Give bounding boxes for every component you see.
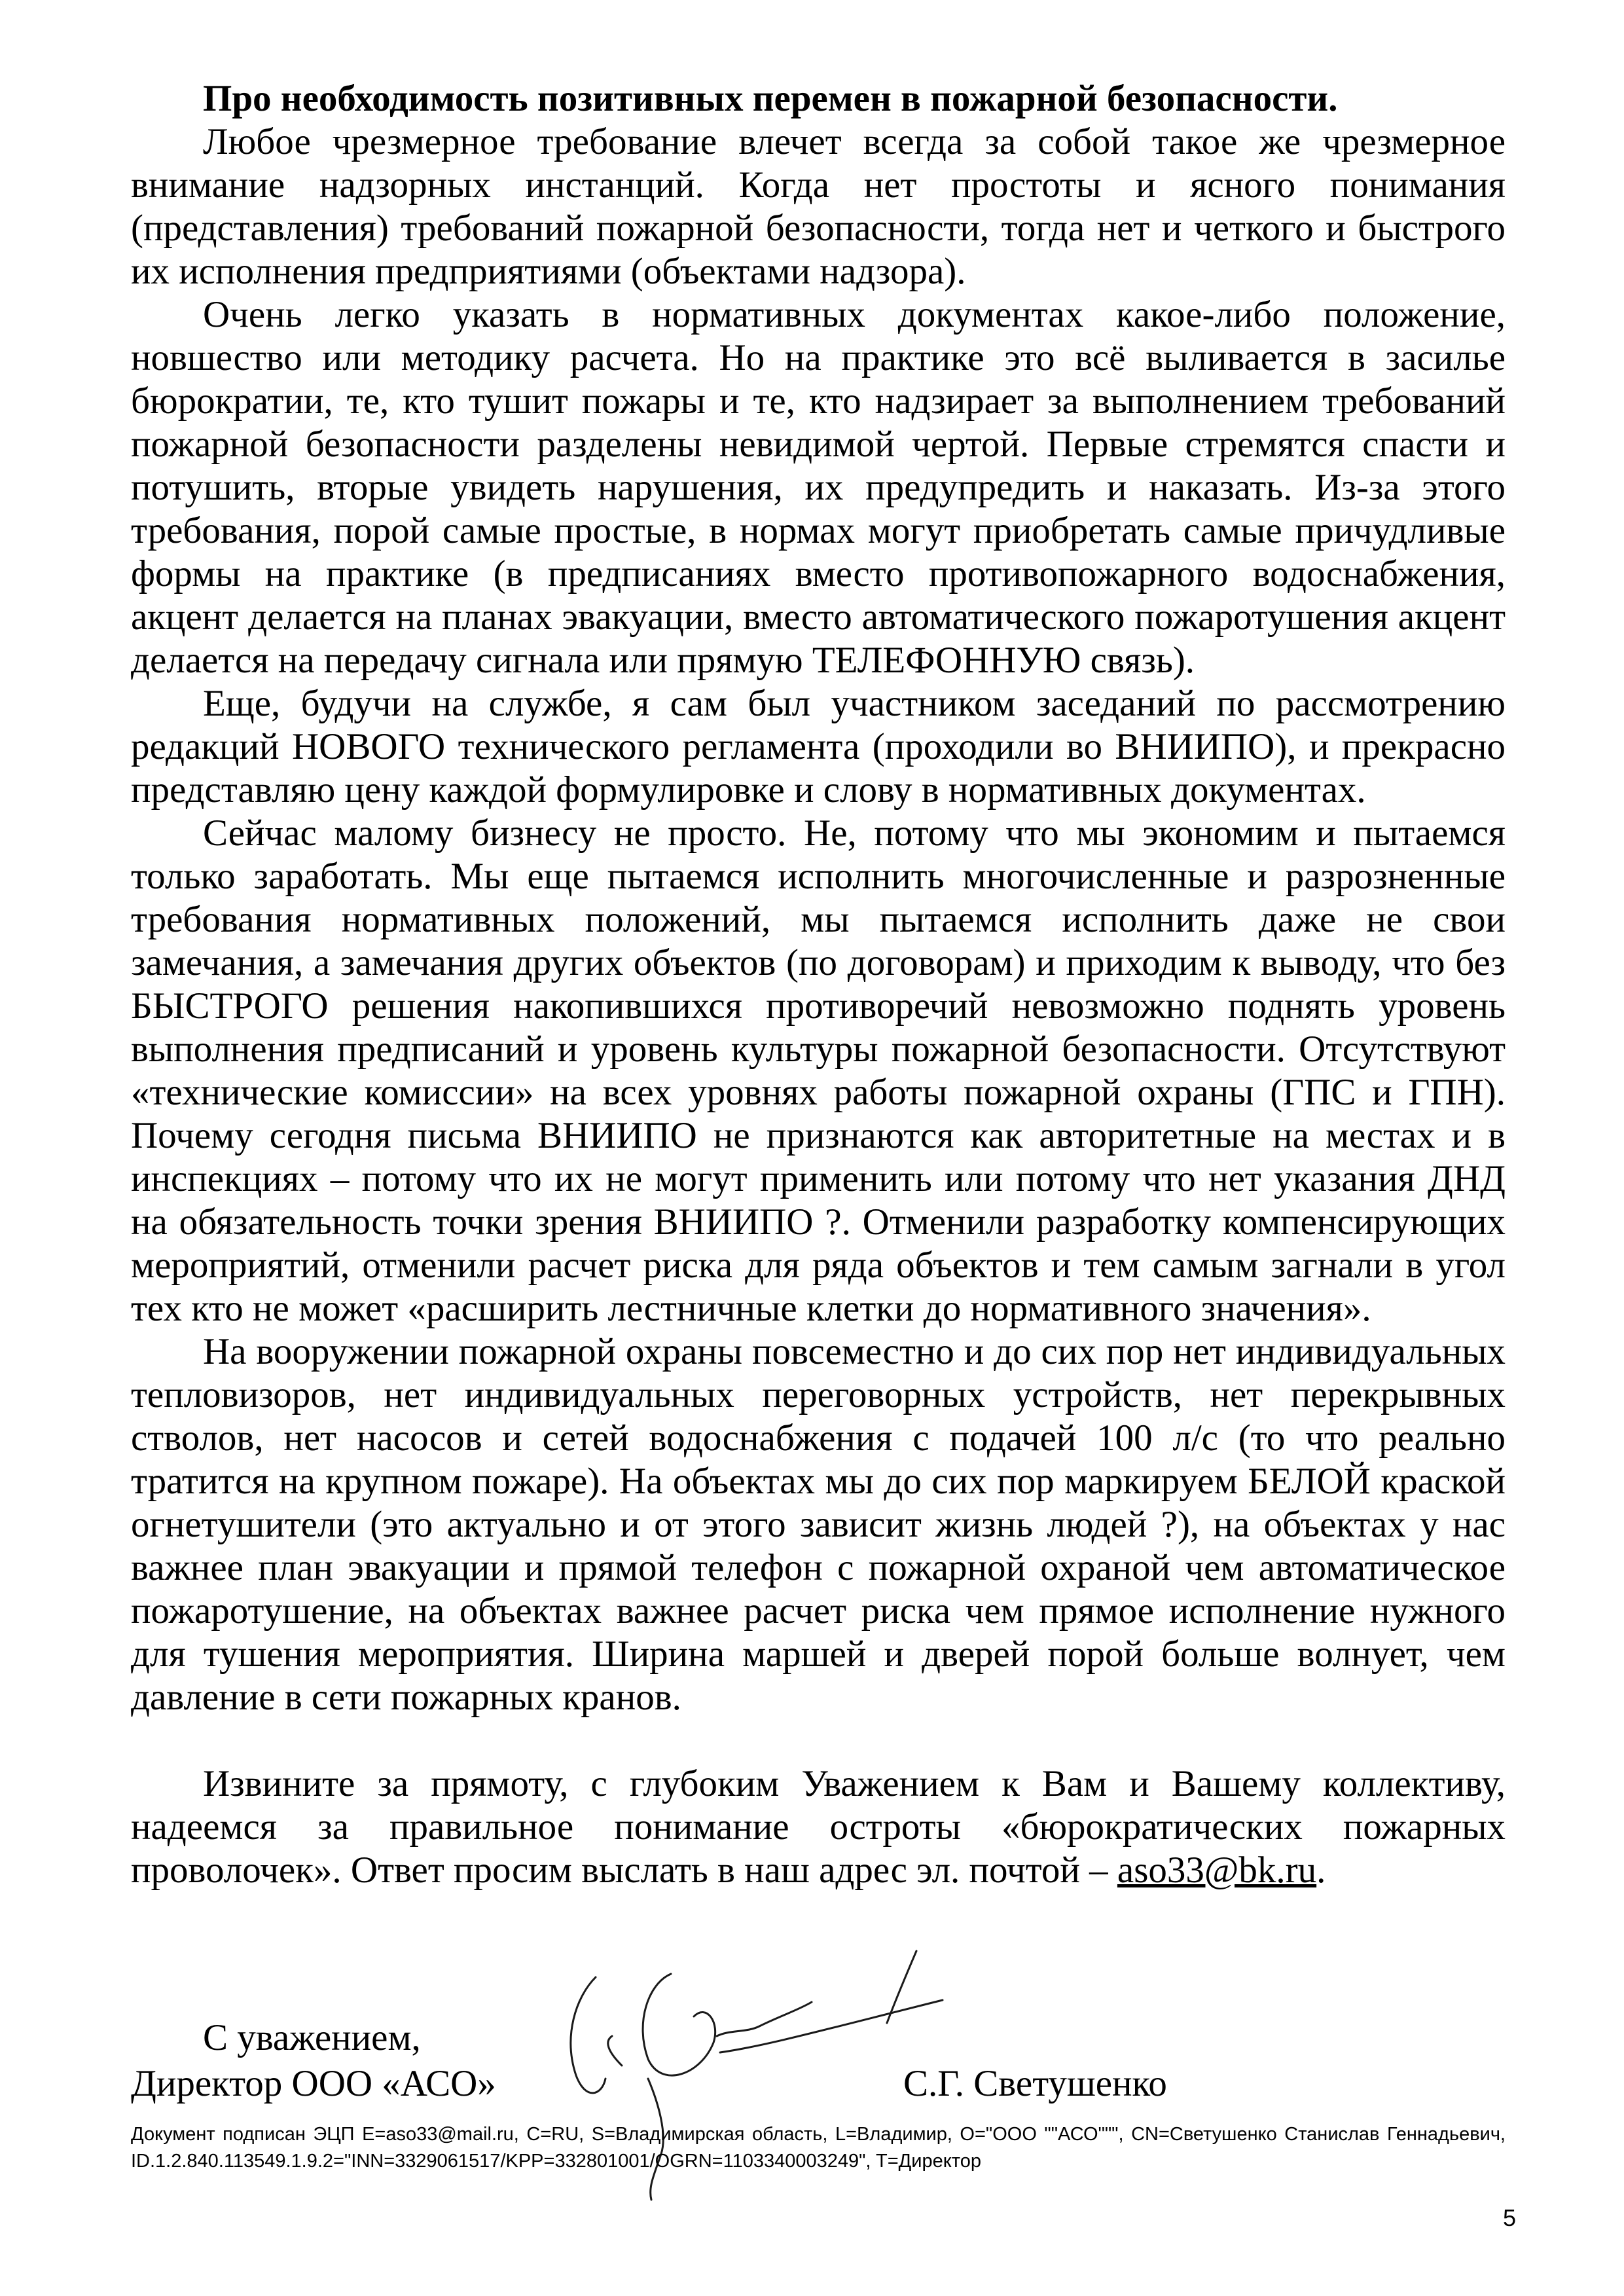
closing-end: . [1316,1850,1326,1891]
digital-signature-stamp: Документ подписан ЭЦП E=aso33@mail.ru, C=RU, S=Владимирская область, L=Владимир, O="ООО ""АСО""", CN=Светушенко Станислав Геннадьевич, ID.1.2.840.113549.1.9.2="INN=3329061517/KPP=332801001/OGRN=1103340003249", T=Директор [131,2124,1506,2172]
letter-body [131,77,1506,1892]
page-number: 5 [1503,2204,1517,2231]
paragraph-2: Очень легко указать в нормативных документах какое-либо положение, новшество или методику расчета. Но на практике это всё выливается в засилье бюрократии, те, кто тушит пожары и те, кто надзирает за выполнением требований пожарной безопасности разделены невидимой чертой. Первые стремятся спасти и потушить, вторые увидеть нарушения, их предупредить и наказать. Из-за этого требования, порой самые простые, в нормах могут приобретать самые причудливые формы на практике (в предписаниях вместо противопожарного водоснабжения, акцент делается на планах эвакуации, вместо автоматического пожаротушения акцент делается на передачу сигнала или прямую ТЕЛЕФОННУЮ связь). [131,294,1506,681]
paragraph-3: Еще, будучи на службе, я сам был участником заседаний по рассмотрению редакций НОВОГО технического регламента (проходили во ВНИИПО), и прекрасно представляю цену каждой формулировке и слову в нормативных документах. [131,683,1506,811]
signer-name: С.Г. Светушенко [903,2063,1167,2104]
letter-title: Про необходимость позитивных перемен в пожарной безопасности. [203,78,1338,119]
closing-text: Извините за прямоту, с глубоким Уважением к Вам и Вашему коллективу, надеемся за правильное понимание остроты «бюрократических пожарных проволочек». Ответ просим выслать в наш адрес эл. почтой – [131,1763,1506,1891]
paragraph-1: Любое чрезмерное требование влечет всегда за собой такое же чрезмерное внимание надзорных инстанций. Когда нет простоты и ясного понимания (представления) требований пожарной безопасности, тогда нет и четкого и быстрого их исполнения предприятиями (объектами надзора). [131,121,1506,292]
email-link[interactable]: aso33@bk.ru [1117,1850,1317,1891]
paragraph-4: Сейчас малому бизнесу не просто. Не, потому что мы экономим и пытаемся только заработать. Мы еще пытаемся исполнить многочисленные и разрозненные требования нормативных положений, мы пытаемся исполнить даже не свои замечания, а замечания других объектов (по договорам) и приходим к выводу, что без БЫСТРОГО решения накопившихся противоречий невозможно поднять уровень выполнения предписаний и уровень культуры пожарной безопасности. Отсутствуют «технические комиссии» на всех уровнях работы пожарной охраны (ГПС и ГПН). Почему сегодня письма ВНИИПО не признаются как авторитетные на местах и в инспекциях – потому что их не могут применить или потому что нет указания ДНД на обязательность точки зрения ВНИИПО ?. Отменили разработку компенсирующих мероприятий, отменили расчет риска для ряда объектов и тем самым загнали в угол тех кто не может «расширить лестничные клетки до нормативного значения». [131,812,1506,1329]
signer-position: Директор ООО «АСО» [131,2063,496,2104]
closing-paragraph [131,1762,1506,1892]
salutation: С уважением, [203,2017,421,2058]
paragraph-5: На вооружении пожарной охраны повсеместно и до сих пор нет индивидуальных тепловизоров, нет индивидуальных переговорных устройств, нет перекрывных стволов, нет насосов и сетей водоснабжения с подачей 100 л/с (то что реально тратится на крупном пожаре). На объектах мы до сих пор маркируем БЕЛОЙ краской огнетушители (это актуально и от этого зависит жизнь людей ?), на объектах у нас важнее план эвакуации и прямой телефон с пожарной охраной чем автоматическое пожаротушение, на объектах важнее расчет риска чем прямое исполнение нужного для тушения мероприятия. Ширина маршей и дверей порой больше волнует, чем давление в сети пожарных кранов. [131,1331,1506,1718]
